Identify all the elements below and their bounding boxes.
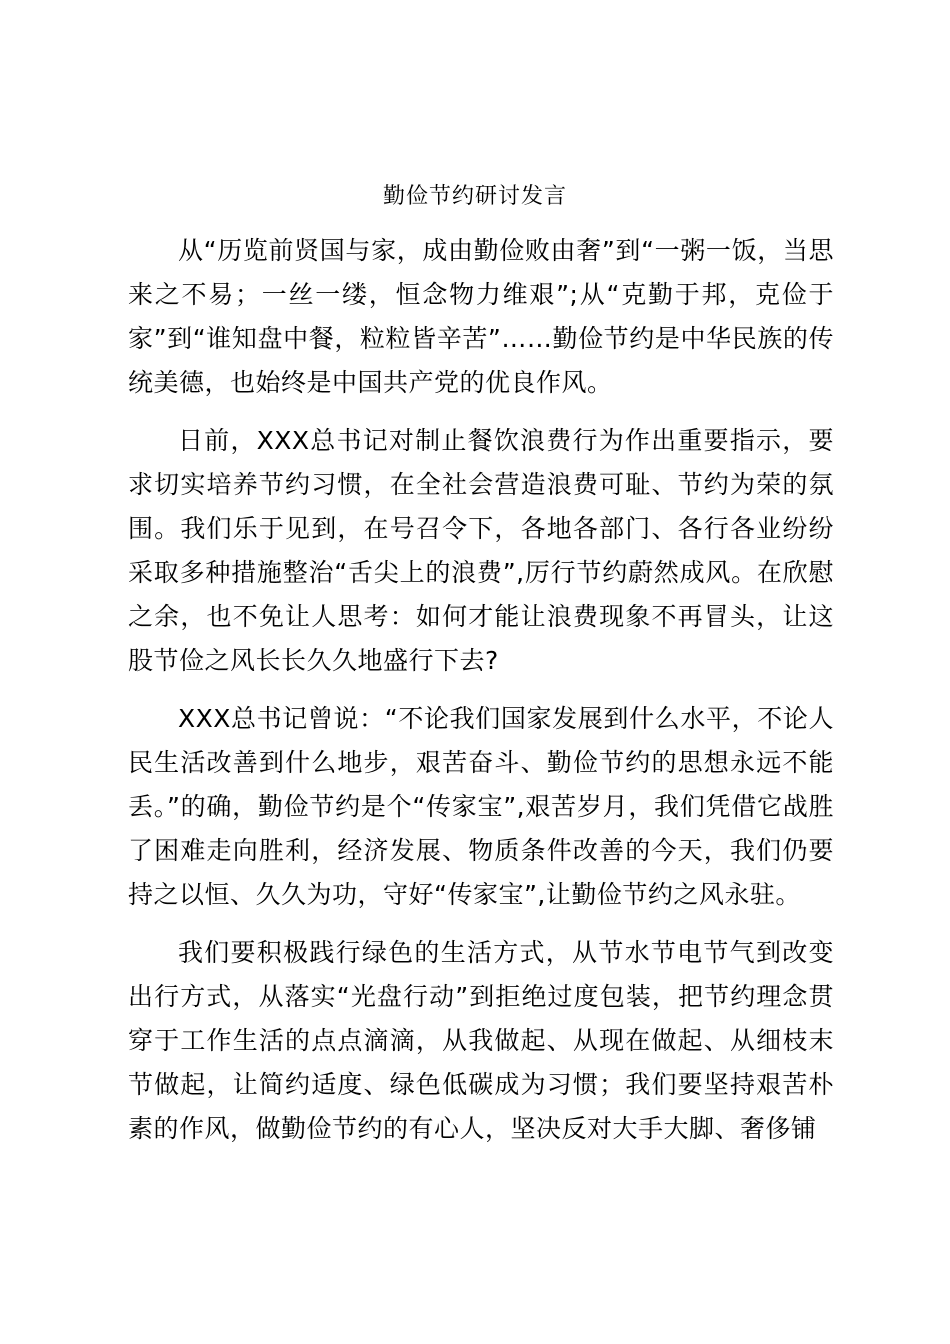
paragraph-4: 我们要积极践行绿色的生活方式，从节水节电节气到改变出行方式，从落实“光盘行动”到拒绝过度包装，把节约理念贯穿于工作生活的点点滴滴，从我做起、从现在做起、从细枝末节做起，让简约适度、绿色低碳成为习惯；我们要坚持艰苦朴素的作风，做勤俭节约的有心人，坚决反对大手大脚、奢侈铺 [128, 938, 834, 1143]
document-title: 勤俭节约研讨发言 [382, 184, 567, 209]
paragraph-3: XXX总书记曾说：“不论我们国家发展到什么水平，不论人民生活改善到什么地步，艰苦奋斗、勤俭节约的思想永远不能丢。”的确，勤俭节约是个“传家宝”,艰苦岁月，我们凭借它战胜了困难走向胜利，经济发展、物质条件改善的今天，我们仍要持之以恒、久久为功，守好“传家宝”,让勤俭节约之风永驻。 [128, 704, 834, 909]
paragraph-2: 日前，XXX总书记对制止餐饮浪费行为作出重要指示，要求切实培养节约习惯，在全社会营造浪费可耻、节约为荣的氛围。我们乐于见到，在号召令下，各地各部门、各行各业纷纷采取多种措施整治“舌尖上的浪费”,厉行节约蔚然成风。在欣慰之余，也不免让人思考：如何才能让浪费现象不再冒头，让这股节俭之风长长久久地盛行下去? [128, 426, 834, 675]
document-body [128, 229, 834, 1165]
paragraph-1: 从“历览前贤国与家，成由勤俭败由奢”到“一粥一饭，当思来之不易；一丝一缕，恒念物力维艰”;从“克勤于邦，克俭于家”到“谁知盘中餐，粒粒皆辛苦”……勤俭节约是中华民族的传统美德，也始终是中国共产党的优良作风。 [128, 236, 834, 397]
